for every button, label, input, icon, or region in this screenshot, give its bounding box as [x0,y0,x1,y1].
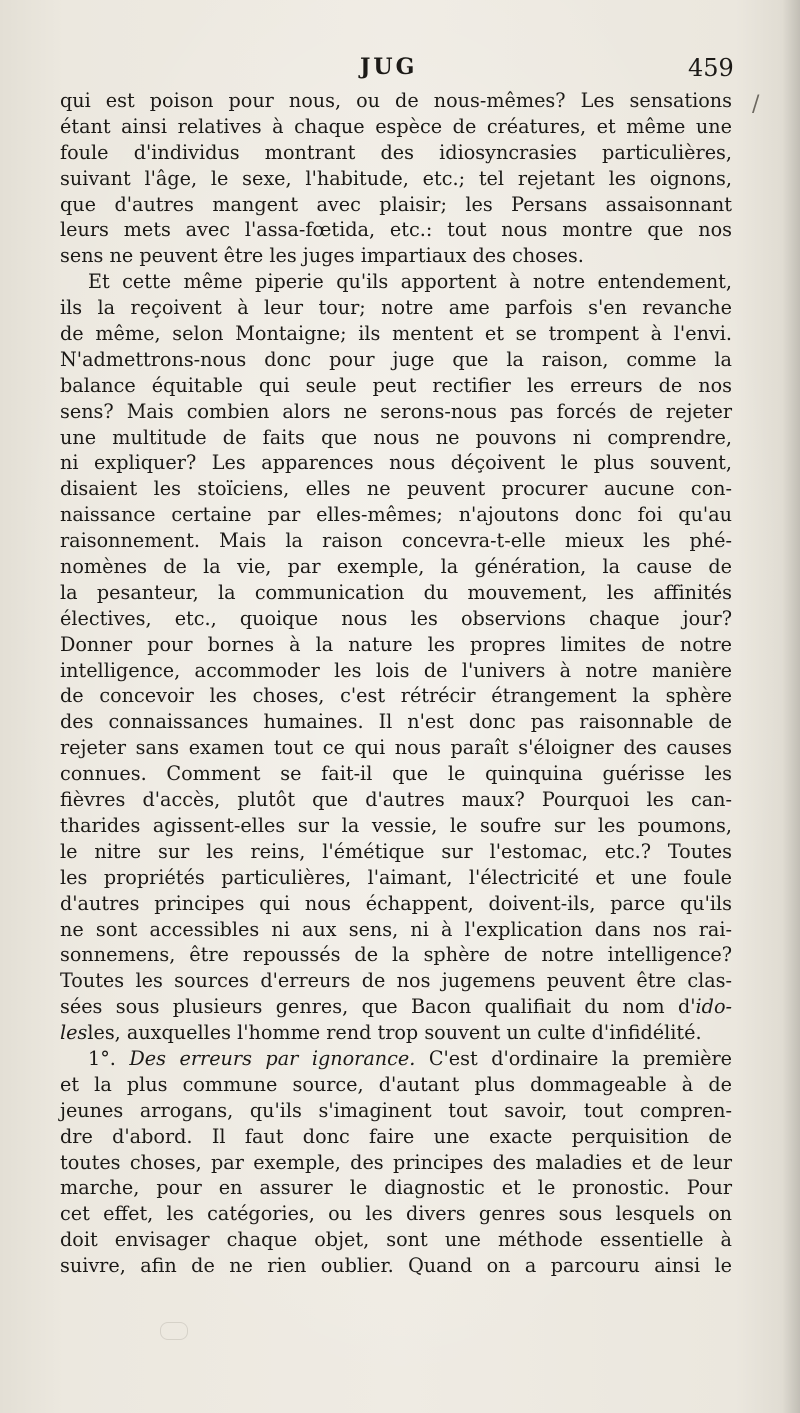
italic-term: les [60,1021,88,1045]
section-number: 1°. [88,1046,130,1070]
text-line: ne sont accessibles ni aux sens, ni à l'explication dans nos rai- [60,917,732,941]
text-line-with-italic [60,1020,732,1046]
text-line: électives, etc., quoique nous les observions chaque jour? [60,606,732,630]
text-line: que d'autres mangent avec plaisir; les Persans assaisonnant [60,192,732,216]
text-line-with-italic [60,994,732,1020]
text-line: étant ainsi relatives à chaque espèce de créatures, et même une [60,114,732,138]
text-line: connues. Comment se fait-il que le quinquina guérisse les [60,762,732,786]
text-line: doit envisager chaque objet, sont une méthode essentielle à [60,1228,732,1252]
text-line: cet effet, les catégories, ou les divers genres sous lesquels on [60,1202,732,1226]
text-line: N'admettrons-nous donc pour juge que la raison, comme la [60,347,732,371]
text-line: sens? Mais combien alors ne serons-nous pas forcés de rejeter [60,399,732,423]
text-line: de même, selon Montaigne; ils mentent et se trompent à l'envi. [60,322,732,346]
text-line: suivant l'âge, le sexe, l'habitude, etc.; tel rejetant les oignons, [60,166,732,190]
page-header [0,54,800,88]
text-line: intelligence, accommoder les lois de l'univers à notre manière [60,658,732,682]
body-text [60,88,732,1279]
section-heading: Des erreurs par ignorance. [129,1046,416,1070]
text-line: leurs mets avec l'assa-fœtida, etc.: tout nous montre que nos [60,218,732,242]
text-line: ils la reçoivent à leur tour; notre ame parfois s'en revanche [60,296,732,320]
text-line: balance équitable qui seule peut rectifier les erreurs de nos [60,373,732,397]
text-line: tharides agissent-elles sur la vessie, le soufre sur les poumons, [60,813,732,837]
text-line: sonnemens, être repoussés de la sphère de notre intelligence? [60,943,732,967]
text-line: foule d'individus montrant des idiosyncrasies particulières, [60,140,732,164]
text-line: raisonnement. Mais la raison concevra-t-elle mieux les phé- [60,529,732,553]
text-line: le nitre sur les reins, l'émétique sur l'estomac, etc.? Toutes [60,839,732,863]
text-line: et la plus commune source, d'autant plus dommageable à de [60,1072,732,1096]
text-segment: C'est d'ordinaire la première [415,1046,732,1070]
text-line: suivre, afin de ne rien oublier. Quand on a parcouru ainsi le [60,1254,732,1278]
italic-term: ido- [695,995,732,1019]
text-line: d'autres principes qui nous échappent, doivent-ils, parce qu'ils [60,891,732,915]
text-line: de concevoir les choses, c'est rétrécir étrangement la sphère [60,684,732,708]
text-line: sens ne peuvent être les juges impartiaux des choses. [60,244,584,268]
text-line: fièvres d'accès, plutôt que d'autres maux? Pourquoi les can- [60,788,732,812]
text-line: disaient les stoïciens, elles ne peuvent procurer aucune con- [60,477,732,501]
paper-blemish [160,1322,188,1340]
section-heading-line [60,1046,732,1072]
paragraph-start: Et cette même piperie qu'ils apportent à notre entendement, [88,270,732,294]
text-line: Donner pour bornes à la nature les propres limites de notre [60,632,732,656]
text-line: les propriétés particulières, l'aimant, l'électricité et une foule [60,865,732,889]
text-line: jeunes arrogans, qu'ils s'imaginent tout savoir, tout compren- [60,1098,732,1122]
text-line: des connaissances humaines. Il n'est donc pas raisonnable de [60,710,732,734]
text-segment: les, auxquelles l'homme rend trop souvent un culte d'infidélité. [87,1021,702,1045]
page-edge-shadow [782,0,800,1413]
text-line: naissance certaine par elles-mêmes; n'ajoutons donc foi qu'au [60,503,732,527]
page-number: 459 [688,54,734,82]
text-line: une multitude de faits que nous ne pouvons ni comprendre, [60,425,732,449]
running-head: JUG [360,54,418,80]
margin-mark: / [752,92,760,117]
text-line: toutes choses, par exemple, des principes des maladies et de leur [60,1150,732,1174]
text-line: dre d'abord. Il faut donc faire une exacte perquisition de [60,1124,732,1148]
text-line: marche, pour en assurer le diagnostic et le pronostic. Pour [60,1176,732,1200]
text-line: la pesanteur, la communication du mouvement, les affinités [60,580,732,604]
text-line: nomènes de la vie, par exemple, la génération, la cause de [60,555,732,579]
text-line: rejeter sans examen tout ce qui nous paraît s'éloigner des causes [60,736,732,760]
text-line: Toutes les sources d'erreurs de nos jugemens peuvent être clas- [60,969,732,993]
text-line: qui est poison pour nous, ou de nous-mêmes? Les sensations [60,89,732,112]
text-segment: sées sous plusieurs genres, que Bacon qualifiait du nom d' [60,995,696,1019]
text-line: ni expliquer? Les apparences nous déçoivent le plus souvent, [60,451,732,475]
